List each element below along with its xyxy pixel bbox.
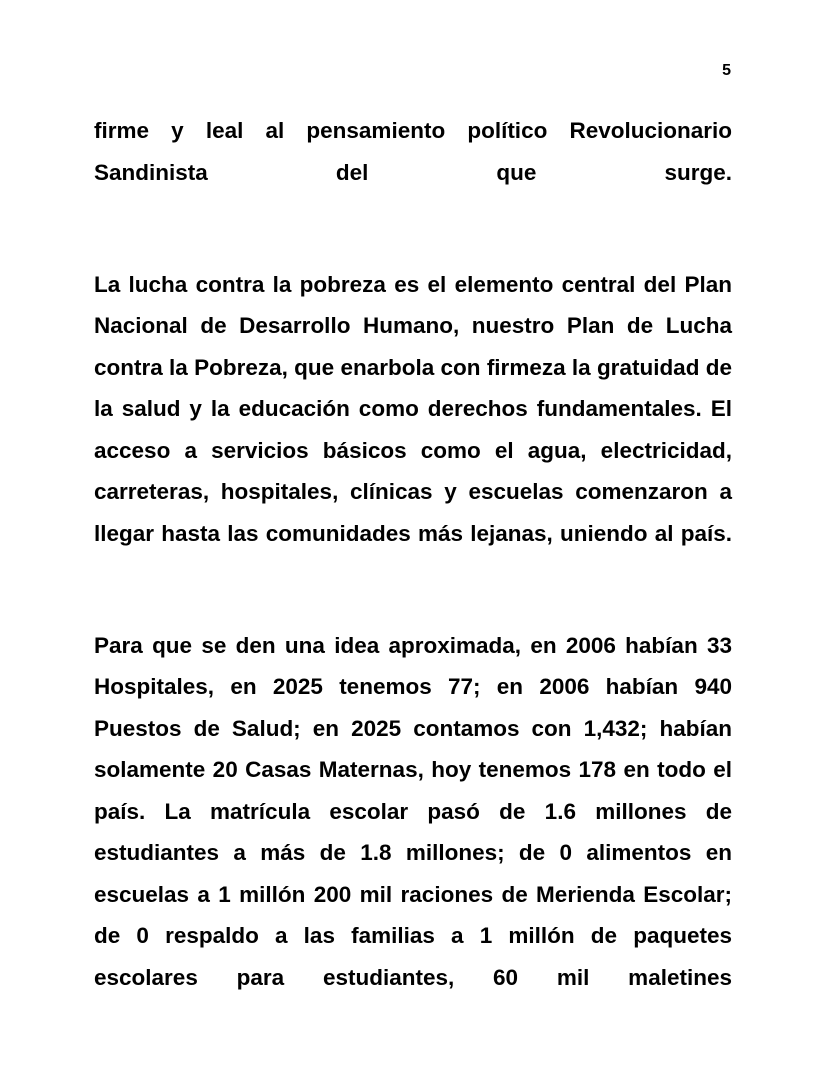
paragraph-3: Para que se den una idea aproximada, en 2006 habían 33 Hospitales, en 2025 tenemos 77; en 2006 habían 940 Puestos de Salud; en 2025 contamos con 1,432; habían solamente 20 Casas Maternas, hoy tenemos 178 en todo el país. La matrícula escolar pasó de 1.6 millones de estudiantes a más de 1.8 millones; de 0 alimentos en escuelas a 1 millón 200 mil raciones de Merienda Escolar; de 0 respaldo a las familias a 1 millón de paquetes escolares para estudiantes, 60 mil maletines <box>94 632 732 990</box>
paragraph-2: La lucha contra la pobreza es el elemento central del Plan Nacional de Desarrollo Humano, nuestro Plan de Lucha contra la Pobreza, que enarbola con firmeza la gratuidad de la salud y la educación como derechos fundamentales. El acceso a servicios básicos como el agua, electricidad, carreteras, hospitales, clínicas y escuelas comenzaron a llegar hasta las comunidades más lejanas, uniendo al país. <box>94 271 732 546</box>
page-number: 5 <box>722 62 731 79</box>
document-body <box>94 110 732 1040</box>
paragraph-1: firme y leal al pensamiento político Revolucionario Sandinista del que surge. <box>94 118 732 185</box>
